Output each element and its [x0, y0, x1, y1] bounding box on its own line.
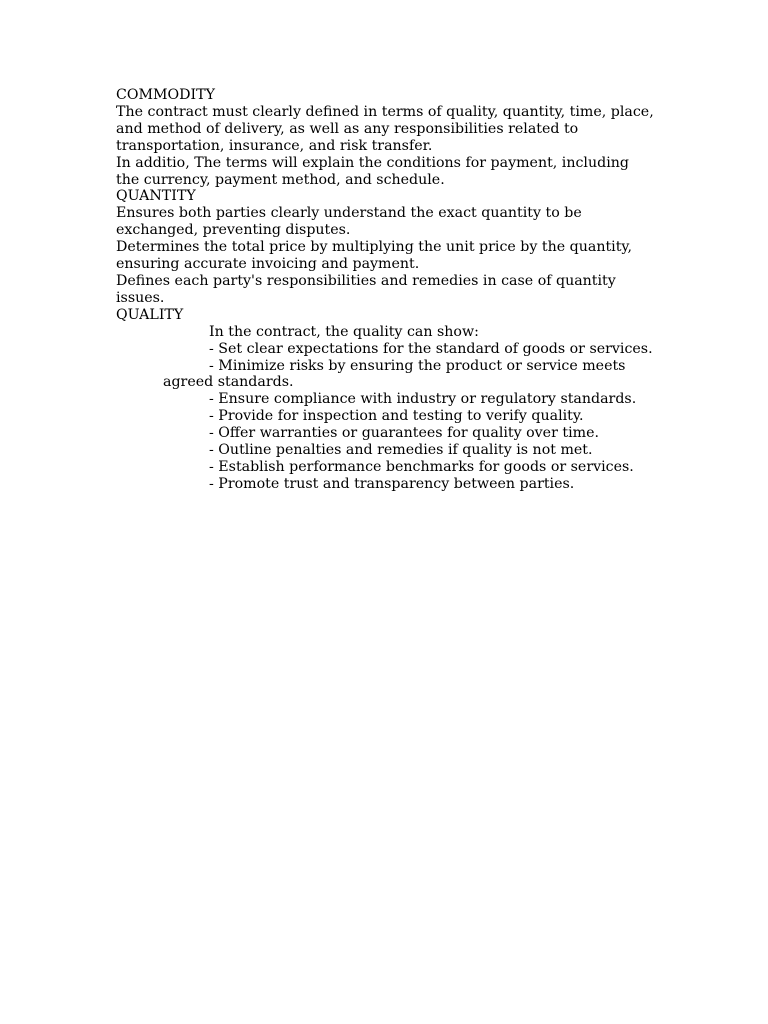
- quantity-paragraph: Ensures both parties clearly understand the exact quantity to be exchanged, preventing disputes.: [116, 205, 582, 239]
- quality-list-item: - Offer warranties or guarantees for quality over time.: [209, 425, 599, 442]
- quality-list-item: - Set clear expectations for the standard of goods or services.: [209, 340, 653, 357]
- quality-heading: QUALITY: [116, 306, 184, 323]
- quality-list-item: - Promote trust and transparency between parties.: [209, 475, 575, 492]
- quality-list-item: - Minimize risks by ensuring the product or service meets agreed standards.: [163, 357, 626, 391]
- quantity-section: [116, 188, 656, 306]
- quality-intro: In the contract, the quality can show:: [209, 323, 479, 340]
- commodity-heading: COMMODITY: [116, 87, 215, 103]
- quality-section: [116, 307, 656, 493]
- quantity-paragraph: Defines each party's responsibilities and remedies in case of quantity issues.: [116, 272, 616, 306]
- commodity-paragraph: In additio, The terms will explain the conditions for payment, including the currency, payment method, and schedule.: [116, 154, 629, 188]
- quality-list-item: - Outline penalties and remedies if quality is not met.: [209, 442, 593, 459]
- quality-list-item: - Establish performance benchmarks for goods or services.: [209, 458, 634, 475]
- quality-list: [116, 324, 656, 493]
- quantity-heading: QUANTITY: [116, 188, 196, 205]
- quantity-paragraph: Determines the total price by multiplying the unit price by the quantity, ensuring accurate invoicing and payment.: [116, 239, 633, 273]
- document-page: [116, 87, 656, 493]
- commodity-section: [116, 87, 656, 188]
- quality-list-item: - Provide for inspection and testing to verify quality.: [209, 408, 584, 425]
- quality-list-item: - Ensure compliance with industry or regulatory standards.: [209, 391, 637, 408]
- commodity-paragraph: The contract must clearly defined in terms of quality, quantity, time, place, and method of delivery, as well as any responsibilities related to transportation, insurance, and risk transfer.: [116, 103, 654, 154]
